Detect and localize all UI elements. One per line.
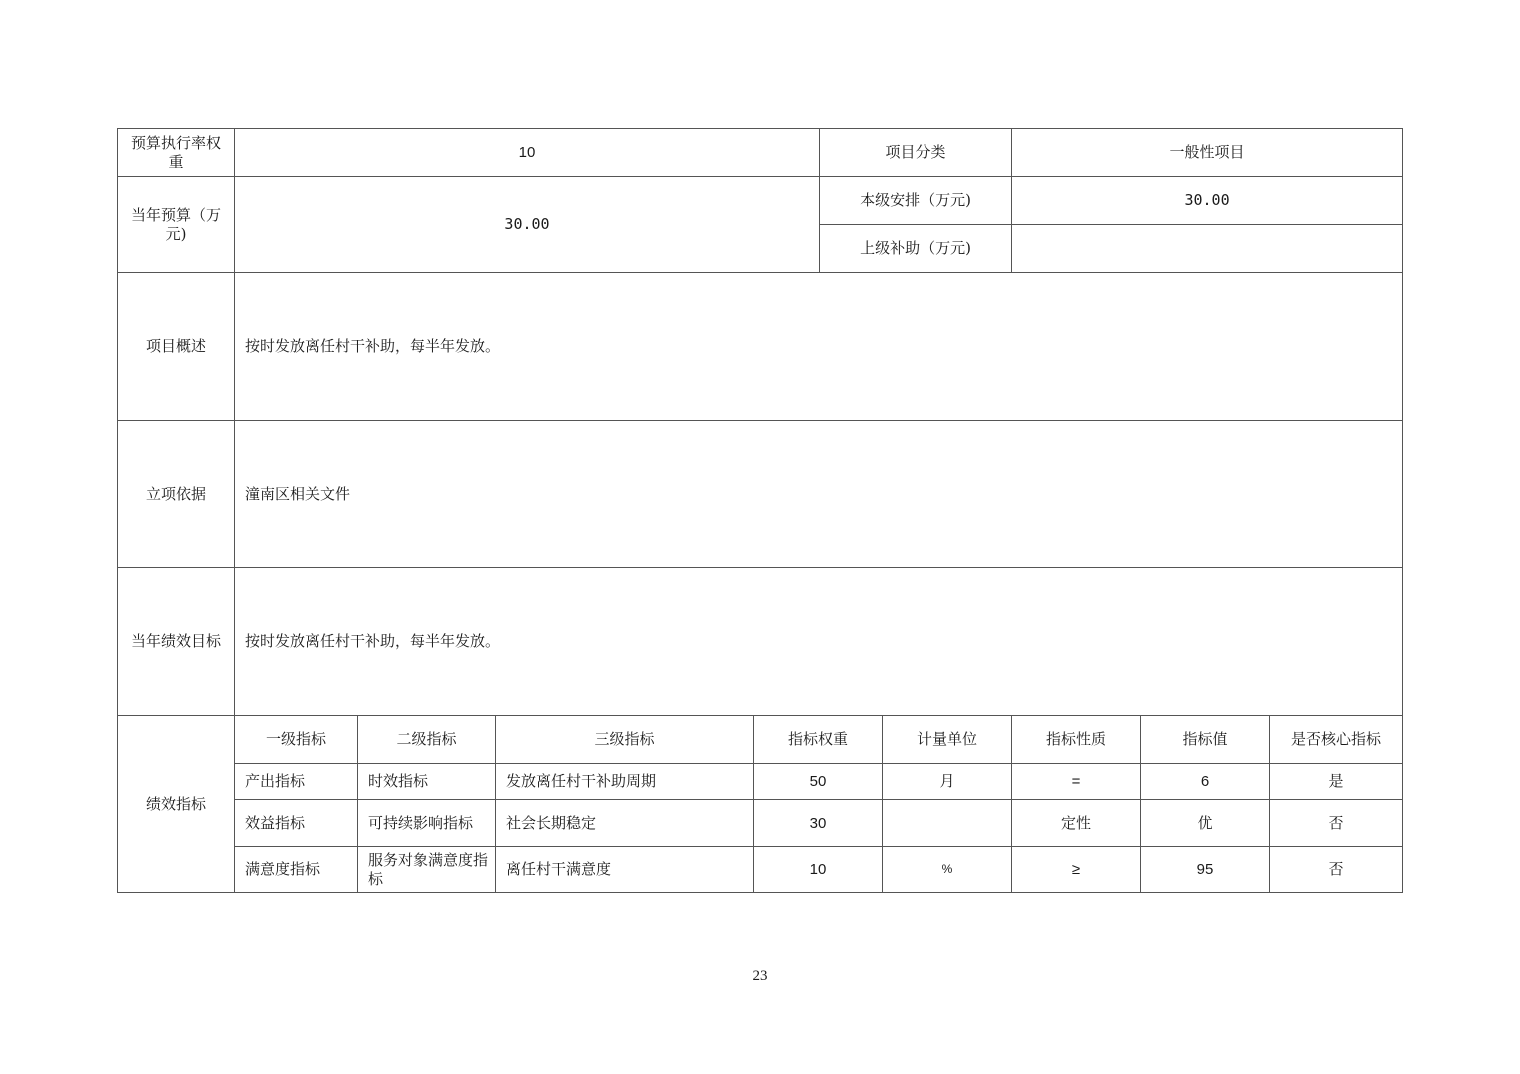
performance-indicators-label: 绩效指标 bbox=[118, 716, 235, 893]
project-category-value: 一般性项目 bbox=[1012, 129, 1403, 177]
value-cell: 95 bbox=[1141, 847, 1270, 893]
table-row bbox=[118, 421, 1403, 568]
superior-subsidy-value bbox=[1012, 225, 1403, 273]
weight-cell: 50 bbox=[754, 764, 883, 800]
unit-cell: % bbox=[883, 847, 1012, 893]
weight-cell: 10 bbox=[754, 847, 883, 893]
level2-cell: 服务对象满意度指标 bbox=[358, 847, 496, 893]
level1-cell: 效益指标 bbox=[235, 800, 358, 847]
table-row bbox=[118, 568, 1403, 716]
table-row bbox=[118, 177, 1403, 225]
table-row bbox=[118, 716, 1403, 764]
page-number: 23 bbox=[752, 968, 768, 984]
overview-label: 项目概述 bbox=[118, 273, 235, 421]
table-row bbox=[118, 273, 1403, 421]
table-row bbox=[118, 764, 1403, 800]
table-row bbox=[118, 129, 1403, 177]
basis-label: 立项依据 bbox=[118, 421, 235, 568]
weight-cell: 30 bbox=[754, 800, 883, 847]
annual-goal-value: 按时发放离任村干补助，每半年发放。 bbox=[235, 568, 1403, 716]
value-cell: 优 bbox=[1141, 800, 1270, 847]
local-arrangement-value: 30.00 bbox=[1012, 177, 1403, 225]
nature-cell: ≥ bbox=[1012, 847, 1141, 893]
header-unit: 计量单位 bbox=[883, 716, 1012, 764]
nature-cell: 定性 bbox=[1012, 800, 1141, 847]
header-level1: 一级指标 bbox=[235, 716, 358, 764]
header-nature: 指标性质 bbox=[1012, 716, 1141, 764]
level2-cell: 时效指标 bbox=[358, 764, 496, 800]
level3-cell: 社会长期稳定 bbox=[496, 800, 754, 847]
level3-cell: 离任村干满意度 bbox=[496, 847, 754, 893]
exec-rate-weight-value: 10 bbox=[235, 129, 820, 177]
superior-subsidy-label: 上级补助（万元) bbox=[820, 225, 1012, 273]
unit-cell bbox=[883, 800, 1012, 847]
level1-cell: 满意度指标 bbox=[235, 847, 358, 893]
core-cell: 否 bbox=[1270, 800, 1403, 847]
level2-cell: 可持续影响指标 bbox=[358, 800, 496, 847]
table-row bbox=[118, 847, 1403, 893]
overview-value: 按时发放离任村干补助，每半年发放。 bbox=[235, 273, 1403, 421]
project-performance-table bbox=[117, 128, 1403, 893]
table-row bbox=[118, 800, 1403, 847]
header-weight: 指标权重 bbox=[754, 716, 883, 764]
core-cell: 否 bbox=[1270, 847, 1403, 893]
header-level2: 二级指标 bbox=[358, 716, 496, 764]
annual-goal-label: 当年绩效目标 bbox=[118, 568, 235, 716]
level1-cell: 产出指标 bbox=[235, 764, 358, 800]
level3-cell: 发放离任村干补助周期 bbox=[496, 764, 754, 800]
header-value: 指标值 bbox=[1141, 716, 1270, 764]
exec-rate-weight-label: 预算执行率权重 bbox=[118, 129, 235, 177]
core-cell: 是 bbox=[1270, 764, 1403, 800]
local-arrangement-label: 本级安排（万元) bbox=[820, 177, 1012, 225]
nature-cell: = bbox=[1012, 764, 1141, 800]
annual-budget-label: 当年预算（万元) bbox=[118, 177, 235, 273]
value-cell: 6 bbox=[1141, 764, 1270, 800]
unit-cell: 月 bbox=[883, 764, 1012, 800]
header-level3: 三级指标 bbox=[496, 716, 754, 764]
header-core: 是否核心指标 bbox=[1270, 716, 1403, 764]
project-category-label: 项目分类 bbox=[820, 129, 1012, 177]
annual-budget-value: 30.00 bbox=[235, 177, 820, 273]
basis-value: 潼南区相关文件 bbox=[235, 421, 1403, 568]
